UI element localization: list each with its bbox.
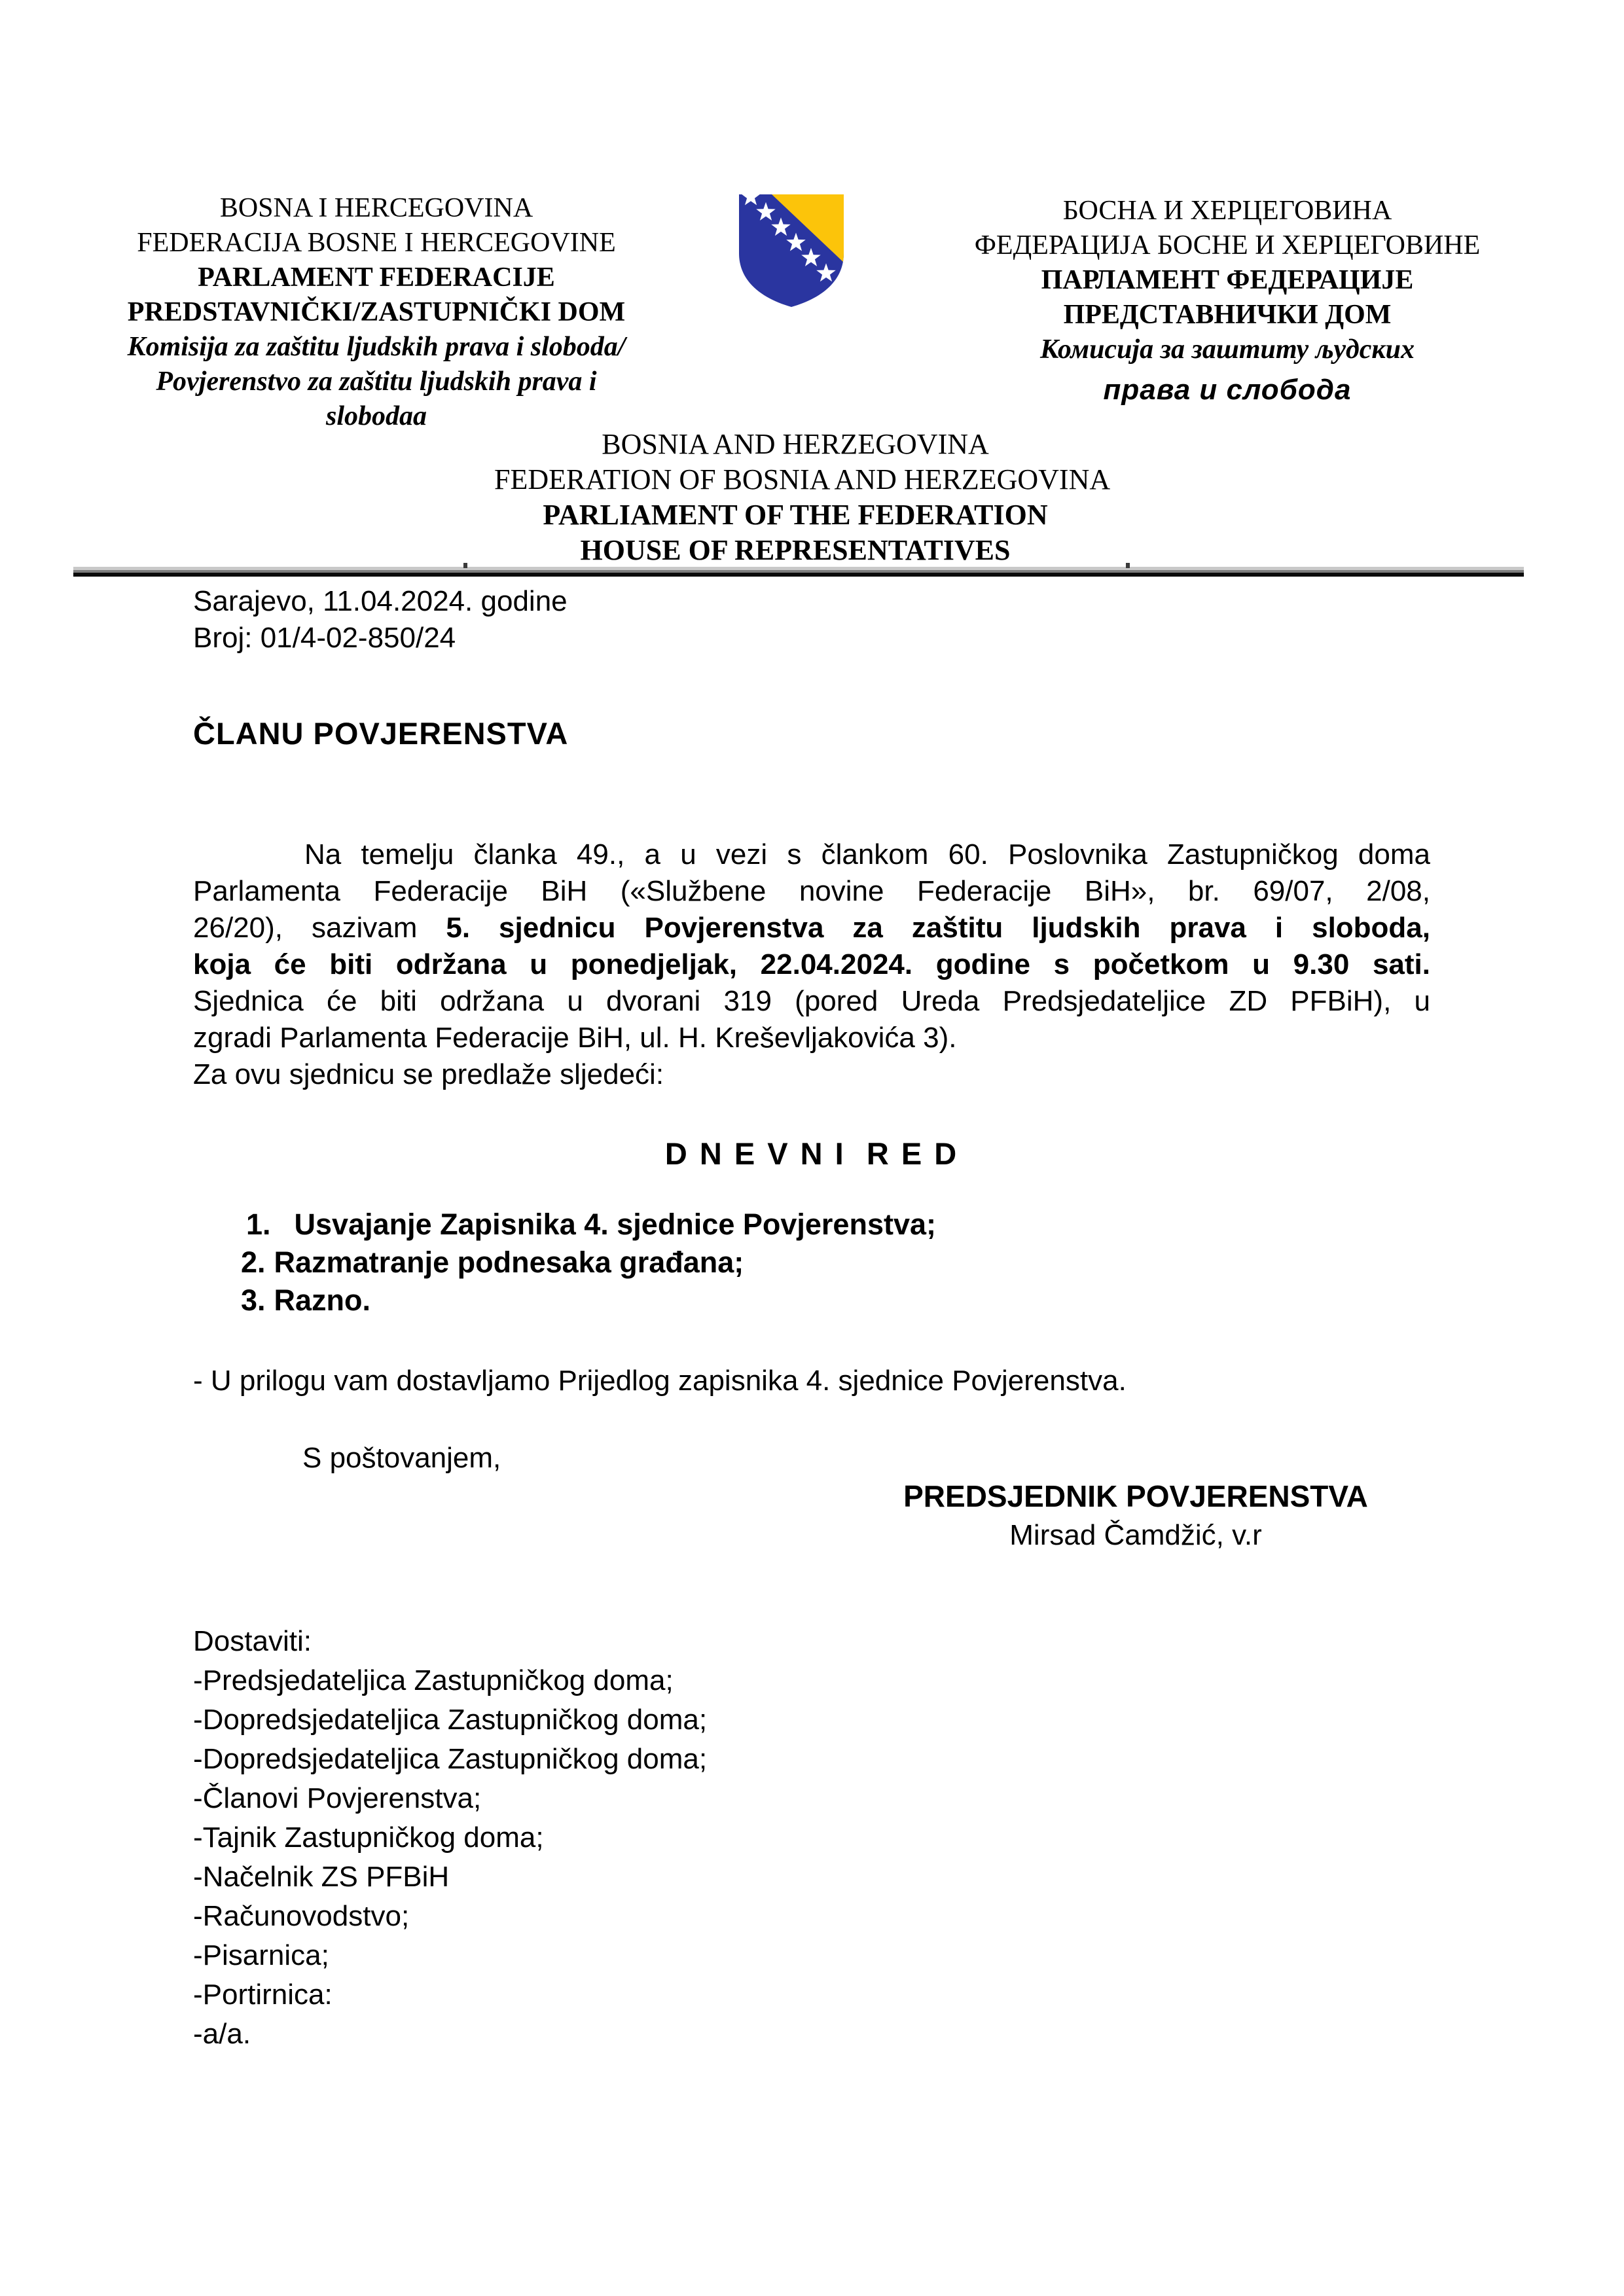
paragraph-line bbox=[193, 1020, 1430, 1056]
header-line: БОСНА И ХЕРЦЕГОВИНА bbox=[1062, 196, 1392, 226]
header-line: BOSNIA AND HERZEGOVINA bbox=[602, 428, 989, 460]
main-paragraph bbox=[193, 836, 1430, 1093]
distribution-item: -Dopredsjedateljica Zastupničkog doma; bbox=[193, 1743, 708, 1775]
agenda-item bbox=[241, 1244, 936, 1282]
header-right-column bbox=[939, 194, 1515, 407]
distribution-block bbox=[193, 1622, 707, 2054]
distribution-item: -a/a. bbox=[193, 2018, 251, 2050]
distribution-title: Dostaviti: bbox=[193, 1625, 312, 1657]
header-line: BOSNA I HERCEGOVINA bbox=[219, 193, 533, 223]
paragraph-line bbox=[193, 983, 1430, 1020]
header-line: PREDSTAVNIČKI/ZASTUPNIČKI DOM bbox=[127, 297, 626, 327]
distribution-item: -Načelnik ZS PFBiH bbox=[193, 1861, 450, 1893]
distribution-item: -Tajnik Zastupničkog doma; bbox=[193, 1821, 544, 1854]
header-line: FEDERATION OF BOSNIA AND HERZEGOVINA bbox=[494, 463, 1111, 495]
signer-name: Mirsad Čamdžić, v.r bbox=[1009, 1519, 1262, 1551]
paragraph-line bbox=[193, 873, 1430, 910]
paragraph-segment: Parlamenta Federacije BiH («Službene novine Federacije BiH», br. 69/07, 2/08, bbox=[193, 875, 1430, 907]
header-left-column bbox=[115, 191, 638, 434]
letter-meta bbox=[193, 583, 568, 656]
paragraph-segment: zgradi Parlamenta Federacije BiH, ul. H. Kreševljakovića 3). bbox=[193, 1022, 957, 1054]
paragraph-segment: Za ovu sjednicu se predlaže sljedeći: bbox=[193, 1058, 664, 1090]
header-line: FEDERACIJA BOSNE I HERCEGOVINE bbox=[137, 228, 616, 258]
bih-coat-of-arms bbox=[734, 190, 849, 310]
signature-block bbox=[864, 1477, 1407, 1555]
salutation: S poštovanjem, bbox=[302, 1442, 501, 1474]
distribution-item: -Pisarnica; bbox=[193, 1939, 329, 1971]
header-line: права и слобода bbox=[1103, 374, 1352, 406]
header-line: PARLAMENT FEDERACIJE bbox=[198, 262, 555, 293]
paragraph-segment: Sjednica će biti održana u dvorani 319 (pored Ureda Predsjedateljice ZD PFBiH), u bbox=[193, 985, 1430, 1017]
agenda-item bbox=[241, 1206, 936, 1244]
paragraph-line bbox=[193, 836, 1430, 873]
distribution-item: -Članovi Povjerenstva; bbox=[193, 1782, 482, 1814]
header-line: Комисија за заштиту људских bbox=[1040, 334, 1415, 365]
agenda-item-label: Usvajanje Zapisnika 4. sjednice Povjerenstva; bbox=[294, 1208, 936, 1241]
header-line: slobodaa bbox=[325, 401, 427, 431]
paragraph-line bbox=[193, 910, 1430, 946]
agenda-list bbox=[241, 1206, 936, 1319]
agenda-item-number: 1. bbox=[246, 1208, 271, 1241]
distribution-item: -Predsjedateljica Zastupničkog doma; bbox=[193, 1664, 674, 1696]
header-line: Povjerenstvo za zaštitu ljudskih prava i bbox=[156, 367, 597, 397]
header-line: Komisija za zaštitu ljudskih prava i sloboda/ bbox=[127, 332, 626, 362]
paragraph-line bbox=[193, 946, 1430, 983]
header-line: ПАРЛАМЕНТ ФЕДЕРАЦИЈЕ bbox=[1041, 265, 1414, 295]
header-separator-rule bbox=[73, 567, 1524, 577]
distribution-item: -Računovodstvo; bbox=[193, 1900, 410, 1932]
paragraph-line bbox=[193, 1056, 1430, 1093]
agenda-item-label: Razno. bbox=[274, 1283, 371, 1317]
agenda-item-number: 3. bbox=[241, 1283, 266, 1317]
attachment-note: - U prilogu vam dostavljamo Prijedlog zapisnika 4. sjednice Povjerenstva. bbox=[193, 1365, 1127, 1397]
reference-number-line: Broj: 01/4-02-850/24 bbox=[193, 622, 456, 654]
header-line: ФЕДЕРАЦИЈА БОСНЕ И ХЕРЦЕГОВИНЕ bbox=[974, 230, 1481, 260]
header-english-column bbox=[494, 427, 1111, 568]
recipient-title: ČLANU POVJERENSTVA bbox=[193, 716, 569, 751]
agenda-item-number: 2. bbox=[241, 1246, 266, 1279]
agenda-title: D N E V N I R E D bbox=[664, 1136, 959, 1171]
place-date-line: Sarajevo, 11.04.2024. godine bbox=[193, 585, 568, 617]
paragraph-segment: Na temelju članka 49., a u vezi s člankom 60. Poslovnika Zastupničkog doma bbox=[304, 838, 1430, 870]
header-line: PARLIAMENT OF THE FEDERATION bbox=[543, 499, 1048, 531]
separator-tick bbox=[1126, 563, 1130, 568]
header-line: ПРЕДСТАВНИЧКИ ДОМ bbox=[1063, 300, 1392, 330]
paragraph-bold-segment: 5. sjednicu Povjerenstva za zaštitu ljudskih prava i sloboda, bbox=[446, 912, 1430, 944]
agenda-item-label: Razmatranje podnesaka građana; bbox=[274, 1246, 744, 1279]
agenda-item bbox=[241, 1282, 936, 1319]
header-line: HOUSE OF REPRESENTATIVES bbox=[580, 534, 1011, 566]
signer-title: PREDSJEDNIK POVJERENSTVA bbox=[903, 1479, 1368, 1513]
distribution-list bbox=[193, 1661, 707, 2054]
distribution-item: -Portirnica: bbox=[193, 1979, 333, 2011]
paragraph-bold-segment: koja će biti održana u ponedjeljak, 22.04.2024. godine s početkom u 9.30 sati. bbox=[193, 948, 1430, 980]
paragraph-segment: 26/20), sazivam bbox=[193, 912, 446, 944]
distribution-item: -Dopredsjedateljica Zastupničkog doma; bbox=[193, 1704, 708, 1736]
separator-tick bbox=[463, 563, 467, 568]
